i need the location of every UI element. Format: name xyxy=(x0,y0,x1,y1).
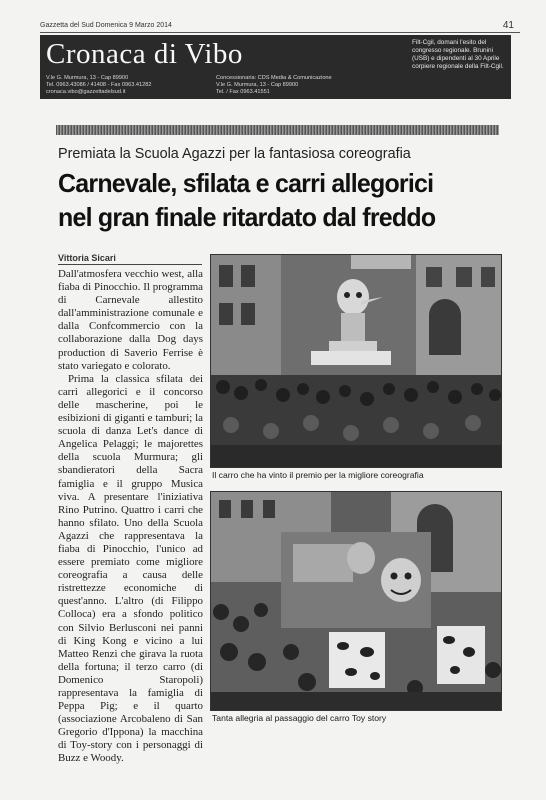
article-paragraph: Dall'atmosfera vecchio west, alla fiaba di Pinocchio. Il programma di Carnevale allestito dall'amministrazione comunale e dalla Confcommercio con la collaborazione dalla Dog days production di Saverio Ferrise è stato variegato e colorato. xyxy=(58,268,203,372)
masthead-top xyxy=(40,22,520,34)
article-byline: Vittoria Sicari xyxy=(58,253,116,263)
photo-winning-float xyxy=(210,254,502,468)
editorial-address: V.le G. Murmura, 13 - Cap 89900 Tel. 0963.43086 / 41408 - Fax 0963.41282 cronaca.vibo@gazzettadelsud.it xyxy=(46,75,152,95)
page-number: 41 xyxy=(502,20,514,31)
article-body xyxy=(58,268,203,765)
masthead-rule xyxy=(40,32,520,33)
byline-rule xyxy=(58,264,202,265)
photo-toy-story-float xyxy=(210,491,502,711)
photo-caption: Tanta allegria al passaggio del carro Toy story xyxy=(212,713,387,723)
headline-line-1: Carnevale, sfilata e carri allegorici xyxy=(58,168,434,198)
photo-toy-story-float-image xyxy=(211,492,501,710)
headline-line-2: nel gran finale ritardato dal freddo xyxy=(58,202,436,232)
article-paragraph: Prima la classica sfilata dei carri allegorici e il concorso delle mascherine, poi le esibizioni di giganti e tamburi; la scuola di danza Let's dance di Angelica Pelaggi; le majorettes della scuola Murmura; gli sbandieratori della Sacra famiglia e il gruppo Musica viva. A presentare l'iniziativa Rino Putrino. Quattro i carri che hanno sfilato. Uno della Scuola Agazzi che rappresentava la fiaba di Pinocchio, l'unico ad essere premiato come migliore coreografia a causa delle ristrettezze economiche di quest'anno. L'altro (di Filippo Colloca) era a sfondo politico con Silvio Berlusconi nei panni di King Kong e vicino a lui Matteo Renzi che girava la ruota della fortuna; il terzo carro (di Domenico Staropoli) rappresentava la famiglia di Peppa Pig; e il quarto (associazione Arcobaleno di San Gregorio d'Ippona) la macchina di Toy-story con i personaggi di Buzz e Woody. xyxy=(58,372,203,765)
section-banner xyxy=(40,35,511,99)
photo-winning-float-image xyxy=(211,255,501,467)
article-headline xyxy=(58,166,480,234)
advertising-address: Concessionaria: CDS Media & Comunicazione V.le G. Murmura, 13 - Cap 89900 Tel. / Fax 0963.41551 xyxy=(216,75,332,95)
article-kicker: Premiata la Scuola Agazzi per la fantasiosa coreografia xyxy=(58,146,411,162)
section-title: Cronaca di Vibo xyxy=(46,38,243,70)
banner-brief: Filt-Cgil, domani l'esito del congresso regionale. Brunini (USB) e dipendenti al 30 Aprile corpiere regionale della Filt-Cgil. xyxy=(412,39,504,70)
photo-caption: Il carro che ha vinto il premio per la migliore coreografia xyxy=(212,470,424,480)
decorative-divider xyxy=(56,125,499,135)
newspaper-dateline: Gazzetta del Sud Domenica 9 Marzo 2014 xyxy=(40,22,172,29)
